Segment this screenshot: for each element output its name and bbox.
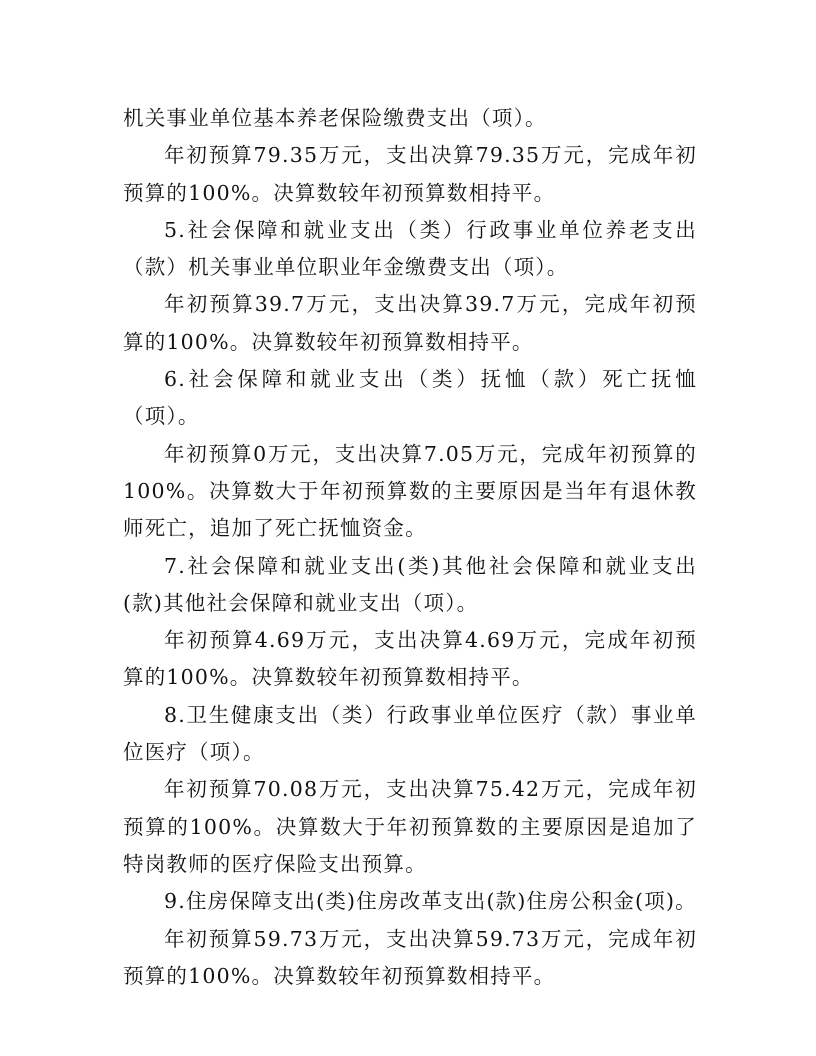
paragraph-11: 9.住房保障支出(类)住房改革支出(款)住房公积金(项)。 — [164, 889, 697, 914]
paragraph-9: 8.卫生健康支出（类）行政事业单位医疗（款）事业单位医疗（项）。 — [123, 702, 697, 765]
paragraph-3: 5.社会保障和就业支出（类）行政事业单位养老支出（款）机关事业单位职业年金缴费支出（项）。 — [123, 217, 697, 280]
paragraph-5: 6.社会保障和就业支出（类）抚恤（款）死亡抚恤（项）。 — [123, 367, 697, 429]
paragraph-2: 年初预算79.35万元，支出决算79.35万元，完成年初预算的100%。决算数较年初预算数相持平。 — [123, 143, 697, 205]
paragraph-8: 年初预算4.69万元，支出决算4.69万元，完成年初预算的100%。决算数较年初预算数相持平。 — [123, 628, 697, 690]
paragraph-4: 年初预算39.7万元，支出决算39.7万元，完成年初预算的100%。决算数较年初预算数相持平。 — [123, 292, 697, 354]
paragraph-10: 年初预算70.08万元，支出决算75.42万元，完成年初预算的100%。决算数大于年初预算数的主要原因是追加了特岗教师的医疗保险支出预算。 — [123, 777, 697, 876]
paragraph-1: 机关事业单位基本养老保险缴费支出（项）。 — [123, 106, 547, 130]
document-body — [123, 100, 697, 995]
paragraph-6: 年初预算0万元，支出决算7.05万元，完成年初预算的100%。决算数大于年初预算数的主要原因是当年有退休教师死亡，追加了死亡抚恤资金。 — [123, 441, 697, 541]
paragraph-12: 年初预算59.73万元，支出决算59.73万元，完成年初预算的100%。决算数较年初预算数相持平。 — [123, 926, 697, 988]
paragraph-7: 7.社会保障和就业支出(类)其他社会保障和就业支出(款)其他社会保障和就业支出（项）。 — [123, 553, 697, 615]
